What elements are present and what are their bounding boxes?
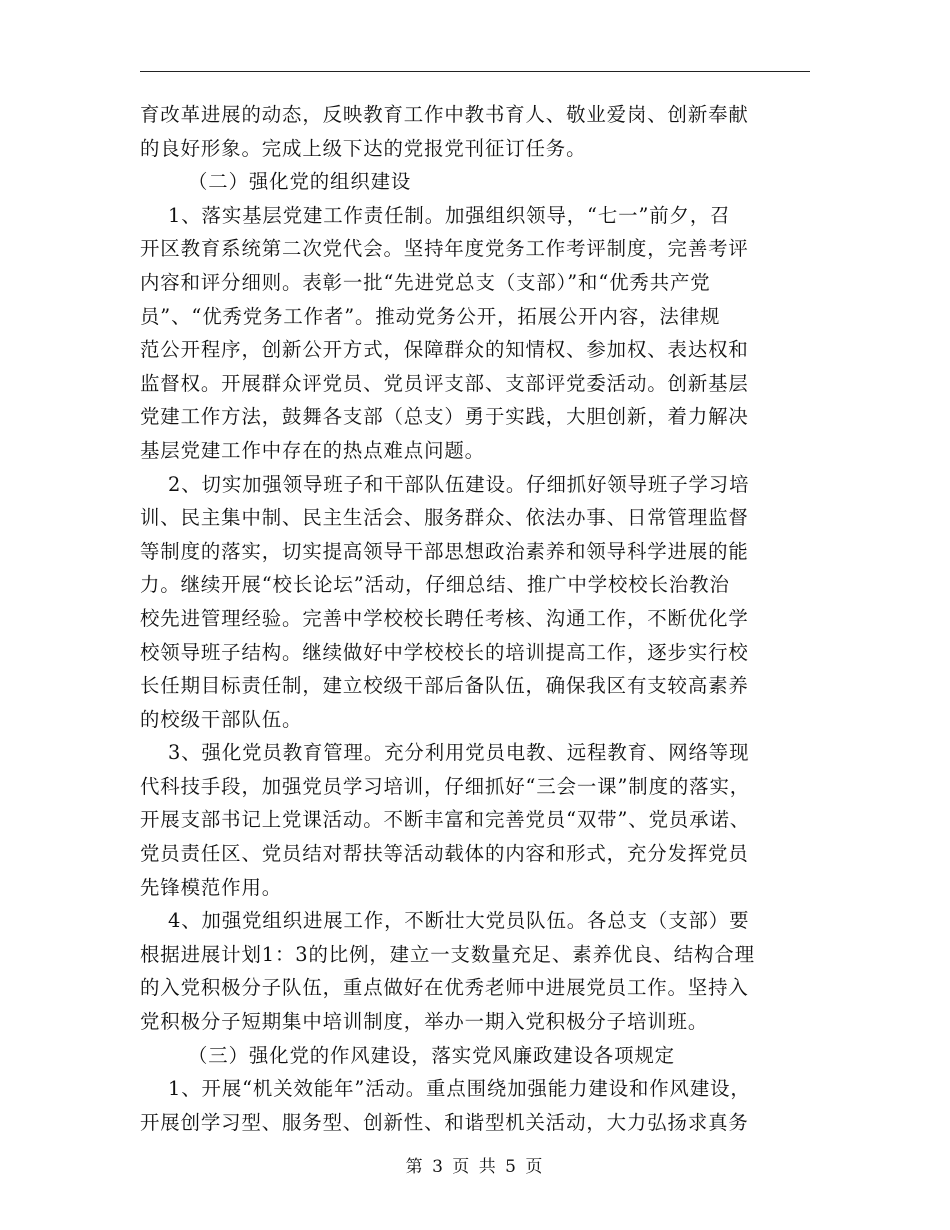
paragraph-start: 3、强化党员教育管理。充分利用党员电教、远程教育、网络等现 (168, 741, 750, 765)
header-rule (140, 71, 810, 72)
text-line: 长任期目标责任制，建立校级干部后备队伍，确保我区有支较高素养 (140, 674, 749, 698)
text-line: 党员责任区、党员结对帮扶等活动载体的内容和形式，充分发挥党员 (140, 842, 749, 866)
text-line: 校领导班子结构。继续做好中学校校长的培训提高工作，逐步实行校 (140, 640, 749, 664)
text-line: 代科技手段，加强党员学习培训，仔细抓好“三会一课”制度的落实， (140, 774, 751, 798)
text-line: 开展创学习型、服务型、创新性、和谐型机关活动，大力弘扬求真务 (140, 1110, 749, 1134)
text-line: 根据进展计划1：3的比例，建立一支数量充足、素养优良、结构合理 (140, 942, 755, 966)
paragraph-start: 2、切实加强领导班子和干部队伍建设。仔细抓好领导班子学习培 (168, 472, 750, 496)
text-line: 的入党积极分子队伍，重点做好在优秀老师中进展党员工作。坚持入 (140, 976, 749, 1000)
section-heading: （二）强化党的组织建设 (188, 170, 412, 194)
text-line: 监督权。开展群众评党员、党员评支部、支部评党委活动。创新基层 (140, 371, 749, 395)
text-line: 开展支部书记上党课活动。不断丰富和完善党员“双带”、党员承诺、 (140, 808, 751, 832)
text-line: 育改革进展的动态，反映教育工作中教书育人、敬业爱岗、创新奉献 (140, 103, 749, 126)
paragraph-start: 1、开展“机关效能年”活动。重点围绕加强能力建设和作风建设， (168, 1077, 751, 1101)
text-line: 的校级干部队伍。 (140, 707, 303, 731)
text-line: 党积极分子短期集中培训制度，举办一期入党积极分子培训班。 (140, 1010, 709, 1034)
text-line: 基层党建工作中存在的热点难点问题。 (140, 438, 485, 462)
section-heading: （三）强化党的作风建设，落实党风廉政建设各项规定 (188, 1043, 675, 1067)
paragraph-start: 1、落实基层党建工作责任制。加强组织领导，“七一”前夕，召 (168, 203, 731, 227)
text-line: 先锋模范作用。 (140, 875, 283, 899)
text-line: 开区教育系统第二次党代会。坚持年度党务工作考评制度，完善考评 (140, 237, 749, 261)
text-line: 范公开程序，创新公开方式，保障群众的知情权、参加权、表达权和 (140, 338, 749, 362)
text-line: 党建工作方法，鼓舞各支部（总支）勇于实践，大胆创新，着力解决 (140, 405, 749, 429)
text-line: 训、民主集中制、民主生活会、服务群众、依法办事、日常管理监督 (140, 506, 749, 530)
text-line: 力。继续开展“校长论坛”活动，仔细总结、推广中学校校长治教治 (140, 573, 730, 597)
text-line: 校先进管理经验。完善中学校校长聘任考核、沟通工作，不断优化学 (140, 606, 749, 630)
text-line: 内容和评分细则。表彰一批“先进党总支（支部）”和“优秀共产党 (140, 270, 711, 294)
text-line: 员”、“优秀党务工作者”。推动党务公开，拓展公开内容，法律规 (140, 304, 721, 328)
paragraph-start: 4、加强党组织进展工作，不断壮大党员队伍。各总支（支部）要 (168, 909, 750, 933)
document-body (140, 98, 820, 1139)
text-line: 等制度的落实，切实提高领导干部思想政治素养和领导科学进展的能 (140, 539, 749, 563)
page-footer: 第 3 页 共 5 页 (405, 1157, 545, 1177)
text-line: 的良好形象。完成上级下达的党报党刊征订任务。 (140, 136, 587, 160)
